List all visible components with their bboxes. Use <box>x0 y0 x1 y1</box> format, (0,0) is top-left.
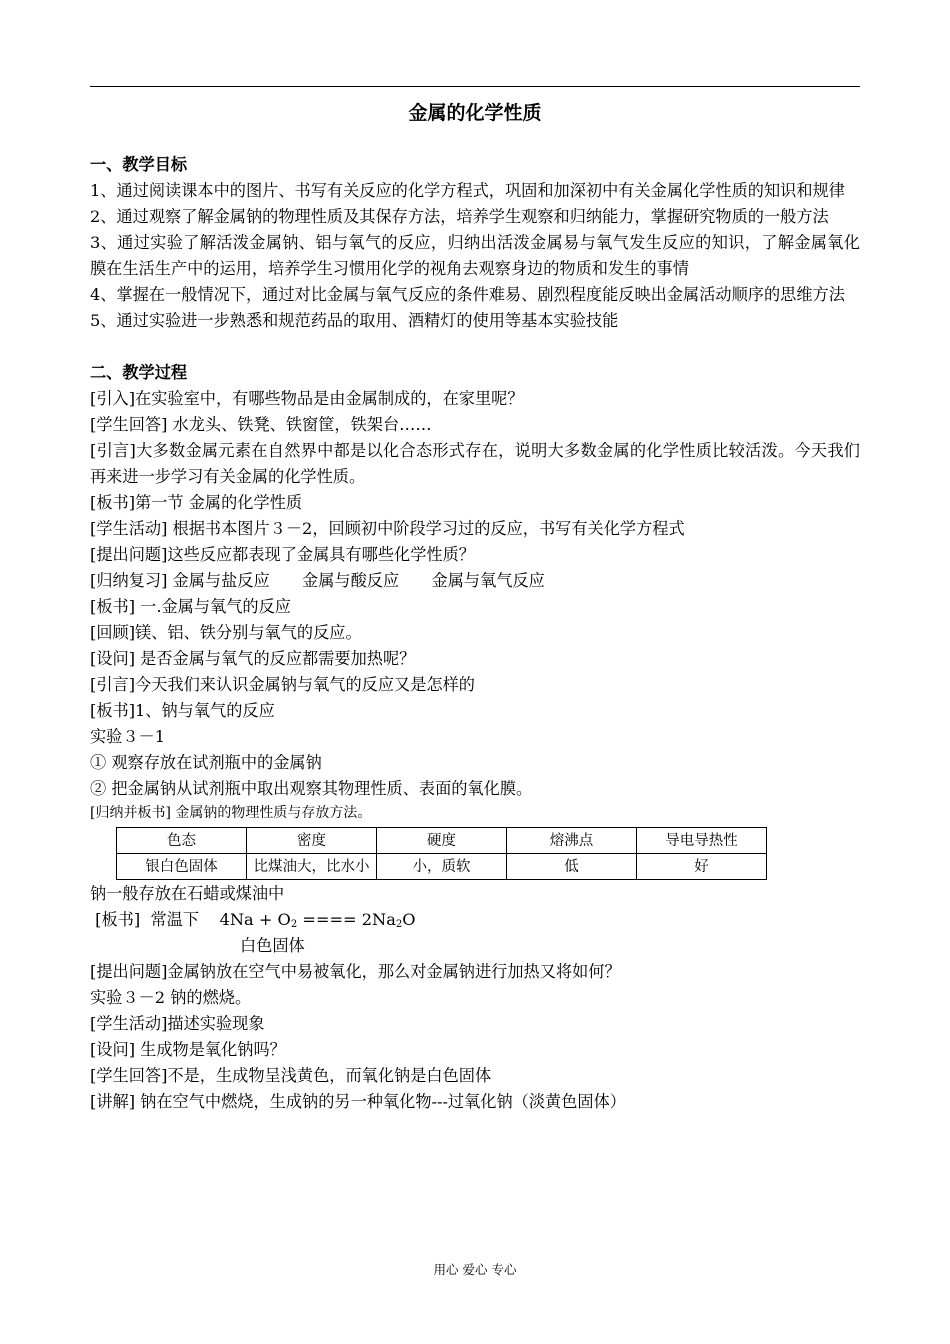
goal-item-2: 2、通过观察了解金属钠的物理性质及其保存方法，培养学生观察和归纳能力，掌握研究物质的一般方法 <box>90 207 829 226</box>
goal-item-4: 4、掌握在一般情况下，通过对比金属与氧气反应的条件难易、剧烈程度能反映出金属活动顺序的思维方法 <box>90 285 845 304</box>
process-line: ① 观察存放在试剂瓶中的金属钠 <box>90 753 322 772</box>
page-footer: 用心 爱心 专心 <box>433 1262 517 1277</box>
table-row <box>117 854 767 880</box>
formula-suffix: O <box>402 910 416 929</box>
storage-line: 钠一般存放在石蜡或煤油中 <box>90 884 285 903</box>
formula-subscript: 2 <box>395 919 403 930</box>
goal-item-3: 3、通过实验了解活泼金属钠、铝与氧气的反应，归纳出活泼金属易与氧气发生反应的知识，了解金属氧化膜在生活生产中的运用，培养学生习惯用化学的视角去观察身边的物质和发生的事情 <box>90 233 860 278</box>
table-caption: [归纳并板书] 金属钠的物理性质与存放方法。 <box>90 805 372 821</box>
process-line: [板书]第一节 金属的化学性质 <box>90 493 303 512</box>
table-header-row <box>117 828 767 854</box>
table-cell: 小，质软 <box>377 854 507 880</box>
process-line: [回顾]镁、铝、铁分别与氧气的反应。 <box>90 623 362 642</box>
process-line: [设问] 是否金属与氧气的反应都需要加热呢？ <box>90 649 416 668</box>
formula-middle: ==== 2Na <box>297 910 396 929</box>
table-header-cell: 色态 <box>117 828 247 854</box>
section-heading-process: 二、教学过程 <box>90 363 188 382</box>
process-line: [讲解] 钠在空气中燃烧，生成钠的另一种氧化物---过氧化钠（淡黄色固体） <box>90 1092 626 1111</box>
process-line: [提出问题]金属钠放在空气中易被氧化，那么对金属钠进行加热又将如何？ <box>90 962 621 981</box>
process-line: [引言]大多数金属元素在自然界中都是以化合态形式存在，说明大多数金属的化学性质比较活泼。今天我们再来进一步学习有关金属的化学性质。 <box>90 441 860 486</box>
process-line: [学生回答]不是，生成物呈浅黄色，而氧化钠是白色固体 <box>90 1066 492 1085</box>
process-line: [板书] 一.金属与氧气的反应 <box>90 597 291 616</box>
goal-item-1: 1、通过阅读课本中的图片、书写有关反应的化学方程式，巩固和加深初中有关金属化学性质的知识和规律 <box>90 181 845 200</box>
formula-note: 白色固体 <box>240 936 305 955</box>
document-title: 金属的化学性质 <box>408 102 542 124</box>
goal-item-5: 5、通过实验进一步熟悉和规范药品的取用、酒精灯的使用等基本实验技能 <box>90 311 619 330</box>
formula-line <box>90 907 860 933</box>
process-line: 实验３－2 钠的燃烧。 <box>90 988 252 1007</box>
table-header-cell: 熔沸点 <box>507 828 637 854</box>
document-body <box>90 152 860 1115</box>
process-line: [学生回答] 水龙头、铁凳、铁窗筐，铁架台…… <box>90 415 432 434</box>
table-header-cell: 密度 <box>247 828 377 854</box>
table-cell: 比煤油大，比水小 <box>247 854 377 880</box>
sodium-properties-table <box>116 827 767 880</box>
table-cell: 低 <box>507 854 637 880</box>
table-cell: 好 <box>637 854 767 880</box>
formula-prefix: [板书] 常温下 4Na + O <box>90 910 291 929</box>
table-header-cell: 硬度 <box>377 828 507 854</box>
process-line: [提出问题]这些反应都表现了金属具有哪些化学性质？ <box>90 545 475 564</box>
process-line: [板书]1、钠与氧气的反应 <box>90 701 275 720</box>
process-line: [引入]在实验室中，有哪些物品是由金属制成的，在家里呢？ <box>90 389 524 408</box>
process-line: [学生活动] 根据书本图片３－2，回顾初中阶段学习过的反应，书写有关化学方程式 <box>90 519 685 538</box>
table-cell: 银白色固体 <box>117 854 247 880</box>
top-rule <box>90 86 860 87</box>
process-line: [学生活动]描述实验现象 <box>90 1014 265 1033</box>
spacer <box>90 334 860 360</box>
process-line: [归纳复习] 金属与盐反应 金属与酸反应 金属与氧气反应 <box>90 571 545 590</box>
process-line: [设问] 生成物是氧化钠吗？ <box>90 1040 286 1059</box>
section-heading-goals: 一、教学目标 <box>90 155 188 174</box>
process-line: 实验３－1 <box>90 727 166 746</box>
formula-subscript: 2 <box>290 919 298 930</box>
table-header-cell: 导电导热性 <box>637 828 767 854</box>
process-line: [引言]今天我们来认识金属钠与氧气的反应又是怎样的 <box>90 675 475 694</box>
process-line: ② 把金属钠从试剂瓶中取出观察其物理性质、表面的氧化膜。 <box>90 779 533 798</box>
